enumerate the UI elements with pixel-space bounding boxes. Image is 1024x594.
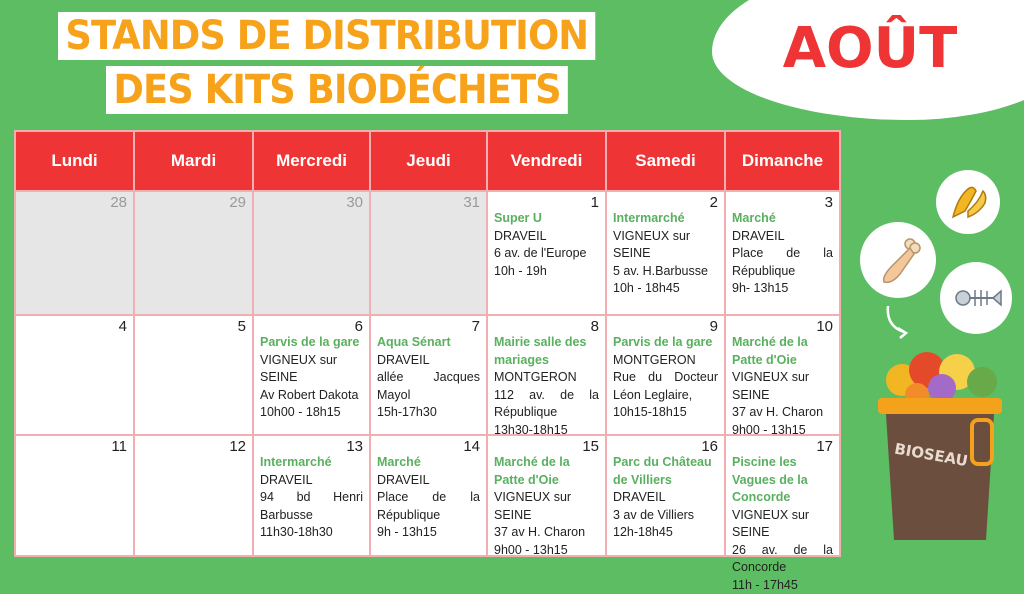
event-address: Av Robert Dakota (260, 387, 363, 405)
chicken-bone-icon (860, 222, 936, 298)
event-address: 37 av H. Charon (732, 404, 833, 422)
day-header-5: Samedi (607, 132, 724, 190)
event-hours: 12h-18h45 (613, 524, 718, 542)
day-cell (135, 192, 252, 314)
day-number: 12 (229, 438, 246, 456)
event-location: Mairie salle des mariages (494, 334, 599, 369)
day-number: 5 (238, 318, 246, 336)
day-cell (726, 192, 839, 314)
day-number: 4 (119, 318, 127, 336)
day-cell (16, 192, 133, 314)
day-cell (488, 436, 605, 555)
day-number: 15 (582, 438, 599, 456)
event-hours: 10h15-18h15 (613, 404, 718, 422)
event-city: DRAVEIL (732, 228, 833, 246)
event-address: 37 av H. Charon (494, 524, 599, 542)
day-cell (135, 316, 252, 434)
day-number: 31 (463, 194, 480, 212)
day-number: 10 (816, 318, 833, 336)
fish-bone-icon (940, 262, 1012, 334)
day-number: 6 (355, 318, 363, 336)
event-city: DRAVEIL (613, 489, 718, 507)
day-cell (726, 316, 839, 434)
event-hours: 15h-17h30 (377, 404, 480, 422)
day-cell (371, 436, 486, 555)
event-location: Marché (732, 210, 833, 228)
event-location: Parvis de la gare (613, 334, 718, 352)
day-number: 8 (591, 318, 599, 336)
event-address: 94 bd Henri Barbusse (260, 489, 363, 524)
day-cell (371, 192, 486, 314)
event-city: MONTGERON (494, 369, 599, 387)
event-city: DRAVEIL (377, 472, 480, 490)
month-title: AOÛT (760, 14, 980, 84)
event-location: Super U (494, 210, 599, 228)
event-hours: 10h - 18h45 (613, 280, 718, 298)
day-cell (16, 436, 133, 555)
event-address: Place de la République (732, 245, 833, 280)
event-hours: 11h - 17h45 (732, 577, 833, 594)
event-hours: 10h00 - 18h15 (260, 404, 363, 422)
day-number: 29 (229, 194, 246, 212)
day-cell (488, 316, 605, 434)
compost-bin-icon (872, 340, 1012, 570)
day-cell (135, 436, 252, 555)
day-cell (371, 316, 486, 434)
event-address: Rue du Docteur Léon Leglaire, (613, 369, 718, 404)
day-header-6: Dimanche (726, 132, 839, 190)
event-city: DRAVEIL (494, 228, 599, 246)
event-hours: 11h30-18h30 (260, 524, 363, 542)
day-number: 16 (701, 438, 718, 456)
day-cell (254, 316, 369, 434)
event-location: Marché de la Patte d'Oie (732, 334, 833, 369)
day-number: 1 (591, 194, 599, 212)
event-address: Place de la République (377, 489, 480, 524)
day-cell (607, 316, 724, 434)
day-header-2: Mercredi (254, 132, 369, 190)
event-location: Intermarché (613, 210, 718, 228)
event-city: VIGNEUX sur SEINE (494, 489, 599, 524)
event-address: 112 av. de la République (494, 387, 599, 422)
banana-peel-icon (936, 170, 1000, 234)
event-hours: 9h - 13h15 (377, 524, 480, 542)
event-location: Marché (377, 454, 480, 472)
event-hours: 10h - 19h (494, 263, 599, 281)
event-city: DRAVEIL (260, 472, 363, 490)
event-address: allée Jacques Mayol (377, 369, 480, 404)
event-hours: 9h- 13h15 (732, 280, 833, 298)
event-city: DRAVEIL (377, 352, 480, 370)
event-city: VIGNEUX sur SEINE (732, 369, 833, 404)
day-number: 30 (346, 194, 363, 212)
day-number: 14 (463, 438, 480, 456)
event-city: MONTGERON (613, 352, 718, 370)
event-hours: 13h30-18h15 (494, 422, 599, 440)
bin-label: BIOSEAU (893, 440, 969, 471)
event-address: 3 av de Villiers (613, 507, 718, 525)
event-hours: 9h00 - 13h15 (494, 542, 599, 560)
day-number: 28 (110, 194, 127, 212)
event-location: Aqua Sénart (377, 334, 480, 352)
arrow-icon (880, 302, 920, 342)
event-address: 6 av. de l'Europe (494, 245, 599, 263)
day-number: 13 (346, 438, 363, 456)
day-header-1: Mardi (135, 132, 252, 190)
calendar-grid (14, 130, 841, 557)
day-cell (488, 192, 605, 314)
event-city: VIGNEUX sur SEINE (613, 228, 718, 263)
day-number: 7 (472, 318, 480, 336)
event-address: 26 av. de la Concorde (732, 542, 833, 577)
event-location: Piscine les Vagues de la Concorde (732, 454, 833, 507)
event-location: Parvis de la gare (260, 334, 363, 352)
day-cell (16, 316, 133, 434)
day-cell (254, 192, 369, 314)
day-number: 3 (825, 194, 833, 212)
day-number: 9 (710, 318, 718, 336)
title-line-2: DES KITS BIODÉCHETS (106, 66, 568, 114)
event-city: VIGNEUX sur SEINE (260, 352, 363, 387)
title-line-1: STANDS DE DISTRIBUTION (58, 12, 596, 60)
day-cell (254, 436, 369, 555)
day-header-0: Lundi (16, 132, 133, 190)
event-location: Intermarché (260, 454, 363, 472)
day-number: 11 (111, 438, 127, 456)
event-location: Marché de la Patte d'Oie (494, 454, 599, 489)
day-cell (607, 436, 724, 555)
day-header-4: Vendredi (488, 132, 605, 190)
day-cell (726, 436, 839, 555)
event-city: VIGNEUX sur SEINE (732, 507, 833, 542)
day-header-3: Jeudi (371, 132, 486, 190)
day-number: 17 (816, 438, 833, 456)
event-hours: 9h00 - 13h15 (732, 422, 833, 440)
day-number: 2 (710, 194, 718, 212)
event-location: Parc du Château de Villiers (613, 454, 718, 489)
day-cell (607, 192, 724, 314)
event-address: 5 av. H.Barbusse (613, 263, 718, 281)
